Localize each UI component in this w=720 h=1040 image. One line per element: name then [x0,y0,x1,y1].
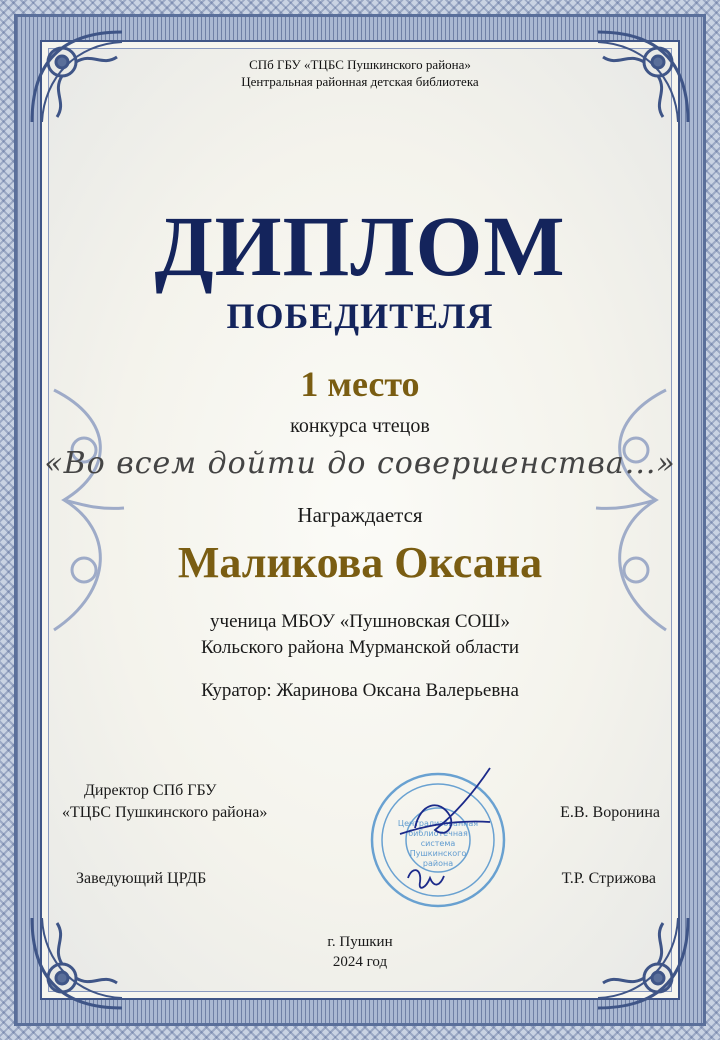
city-label: г. Пушкин [327,934,393,950]
official-stamp-icon [360,758,520,918]
place-label: 1 место [300,364,420,404]
organization-header [0,56,720,90]
school-info [0,609,720,661]
curator-line: Куратор: Жаринова Оксана Валерьевна [201,680,519,701]
head-name: Т.Р. Стрижова [561,870,656,887]
stamp-text: Пушкинского [409,849,467,858]
school-line: ученица МБОУ «Пушновская СОШ» [210,611,510,632]
diploma-subtitle: ПОБЕДИТЕЛЯ [226,296,494,336]
contest-motto: «Во всем дойти до совершенства...» [44,446,676,481]
director-name: Е.В. Воронина [560,804,660,821]
head-title: Заведующий ЦРДБ [76,870,207,887]
library-name: Центральная районная детская библиотека [241,74,479,89]
region-line: Кольского района Мурманской области [200,637,520,658]
winner-name: Маликова Оксана [177,538,543,587]
director-title-line1: Директор СПб ГБУ [84,782,217,799]
footer-location [0,932,720,972]
diploma-title: ДИПЛОМ [154,198,566,294]
stamp-text: Централизованная [397,819,479,828]
director-title-line2: «ТЦБС Пушкинского района» [62,804,268,821]
director-title [62,780,362,824]
stamp-text: система [420,839,456,848]
year-label: 2024 год [332,954,388,970]
stamp-text: библиотечная [408,829,468,838]
stamp-text: района [422,859,454,868]
awarded-label: Награждается [297,503,423,527]
organization-name: СПб ГБУ «ТЦБС Пушкинского района» [249,57,471,72]
contest-label: конкурса чтецов [290,415,430,437]
